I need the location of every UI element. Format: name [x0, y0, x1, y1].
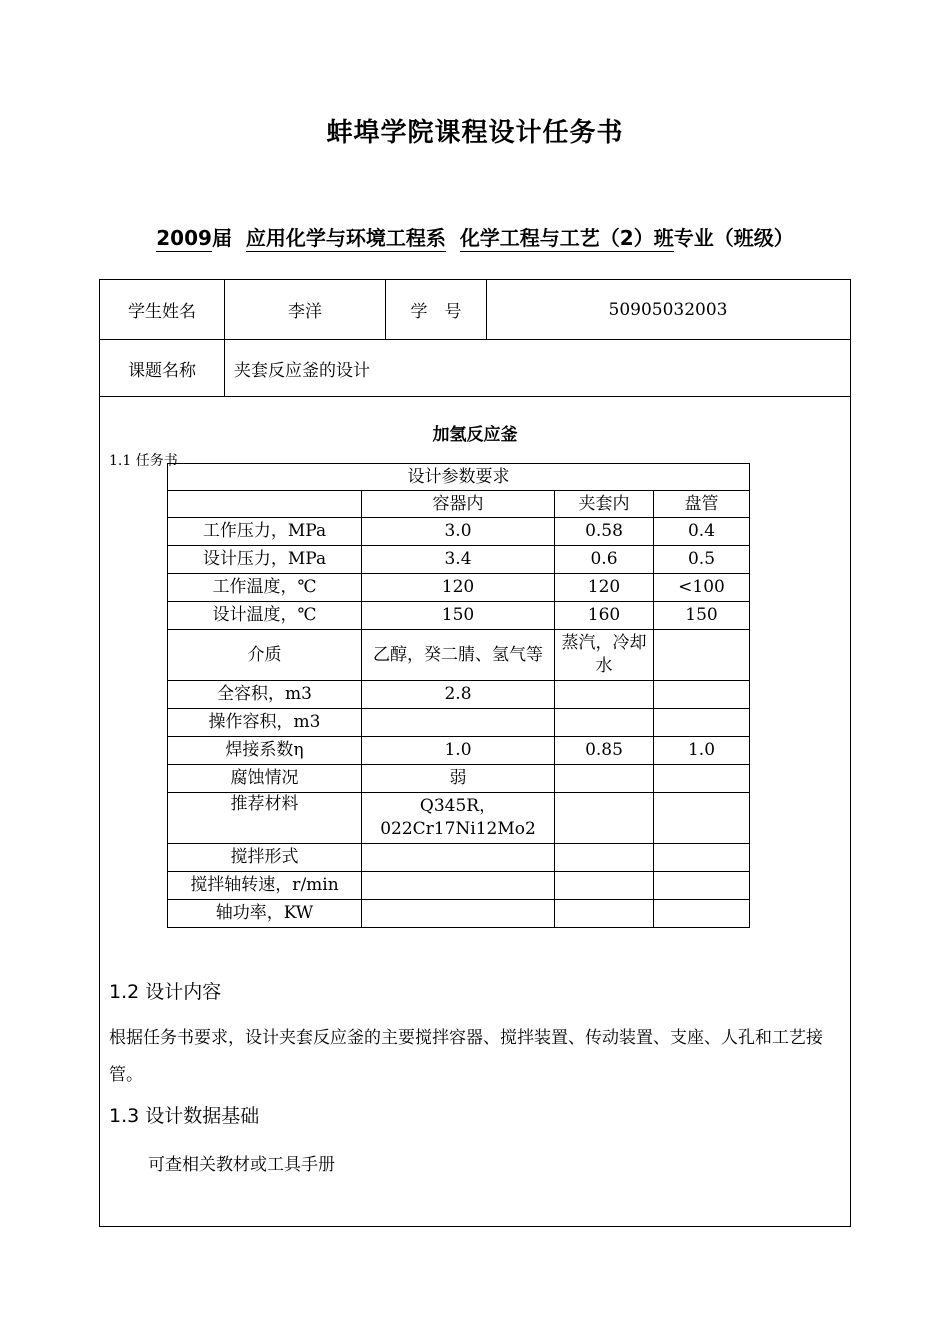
param-value: <100: [654, 574, 750, 602]
table-title: 设计参数要求: [168, 464, 750, 491]
table-row: [168, 765, 750, 793]
param-name: 介质: [168, 630, 362, 681]
param-value: 蒸汽，冷却水: [555, 630, 654, 681]
param-value: 0.85: [555, 737, 654, 765]
column-header: 夹套内: [555, 491, 654, 518]
param-value: 160: [555, 602, 654, 630]
param-value: 0.6: [555, 546, 654, 574]
param-name: 工作温度，℃: [168, 574, 362, 602]
year-suffix: 届: [211, 226, 232, 250]
section-1-3-text: 可查相关教材或工具手册: [148, 1155, 335, 1175]
param-value: [362, 900, 555, 928]
param-value: [555, 900, 654, 928]
param-value: [654, 844, 750, 872]
param-value: [654, 765, 750, 793]
param-value: 0.4: [654, 518, 750, 546]
section-1-3-heading: 1.3 设计数据基础: [109, 1105, 260, 1127]
department: 应用化学与环境工程系: [245, 226, 446, 250]
table-row: [168, 546, 750, 574]
param-value: 0.58: [555, 518, 654, 546]
param-name: 设计温度，℃: [168, 602, 362, 630]
class-name: 化学工程与工艺（2）班: [459, 226, 674, 250]
param-value: [555, 793, 654, 844]
param-value: Q345R，022Cr17Ni12Mo2: [362, 793, 555, 844]
param-value: 3.0: [362, 518, 555, 546]
param-name: 全容积，m3: [168, 681, 362, 709]
param-value: [654, 709, 750, 737]
param-name: 设计压力，MPa: [168, 546, 362, 574]
table-row: [168, 793, 750, 844]
param-value: 120: [362, 574, 555, 602]
param-value: [555, 709, 654, 737]
param-name: 轴功率，KW: [168, 900, 362, 928]
param-value: [362, 872, 555, 900]
student-id-label: 学 号: [410, 302, 462, 322]
param-value: 乙醇，癸二腈、氢气等: [362, 630, 555, 681]
year: 2009: [156, 226, 212, 250]
param-value: 1.0: [362, 737, 555, 765]
param-value: [555, 844, 654, 872]
param-value: 120: [555, 574, 654, 602]
param-value: [362, 844, 555, 872]
class-info-line: [0, 222, 950, 251]
param-value: 150: [654, 602, 750, 630]
student-name-label: 学生姓名: [128, 302, 196, 322]
param-name: 工作压力，MPa: [168, 518, 362, 546]
column-header: [168, 491, 362, 518]
param-name: 操作容积，m3: [168, 709, 362, 737]
topic-label: 课题名称: [128, 360, 196, 381]
column-header: 盘管: [654, 491, 750, 518]
table-row: [168, 872, 750, 900]
section-1-2-text: 根据任务书要求，设计夹套反应釜的主要搅拌容器、搅拌装置、传动装置、支座、人孔和工艺接管。: [109, 1028, 823, 1085]
param-value: [654, 872, 750, 900]
param-value: [555, 872, 654, 900]
section-1-2-heading: 1.2 设计内容: [109, 981, 222, 1003]
table-row: [168, 737, 750, 765]
param-name: 搅拌轴转速，r/min: [168, 872, 362, 900]
param-value: [654, 630, 750, 681]
param-value: 0.5: [654, 546, 750, 574]
param-value: 弱: [362, 765, 555, 793]
param-value: [654, 681, 750, 709]
task-form: [99, 279, 851, 1227]
param-name: 焊接系数η: [168, 737, 362, 765]
topic: 夹套反应釜的设计: [234, 360, 370, 381]
student-id: 50905032003: [608, 299, 728, 320]
table-row: [168, 709, 750, 737]
param-name: 推荐材料: [168, 793, 362, 844]
param-name: 搅拌形式: [168, 844, 362, 872]
design-parameters-table: [167, 463, 750, 928]
section-1-1-label: 1.1 任务书: [109, 453, 178, 469]
param-value: [362, 709, 555, 737]
table-row: [168, 844, 750, 872]
column-header: 容器内: [362, 491, 555, 518]
row-divider: [100, 396, 850, 397]
param-value: 2.8: [362, 681, 555, 709]
table-row: [168, 574, 750, 602]
param-value: [555, 765, 654, 793]
document-title: 蚌埠学院课程设计任务书: [326, 118, 624, 148]
param-value: 150: [362, 602, 555, 630]
table-row: [168, 900, 750, 928]
table-row: [168, 681, 750, 709]
class-suffix: 专业（班级）: [673, 226, 794, 250]
param-value: [555, 681, 654, 709]
student-name: 李洋: [288, 302, 322, 322]
param-value: 3.4: [362, 546, 555, 574]
table-row: [168, 602, 750, 630]
param-value: [654, 900, 750, 928]
task-heading: 加氢反应釜: [432, 425, 518, 445]
table-row: [168, 518, 750, 546]
param-name: 腐蚀情况: [168, 765, 362, 793]
table-row: [168, 630, 750, 681]
param-value: [654, 793, 750, 844]
param-value: 1.0: [654, 737, 750, 765]
